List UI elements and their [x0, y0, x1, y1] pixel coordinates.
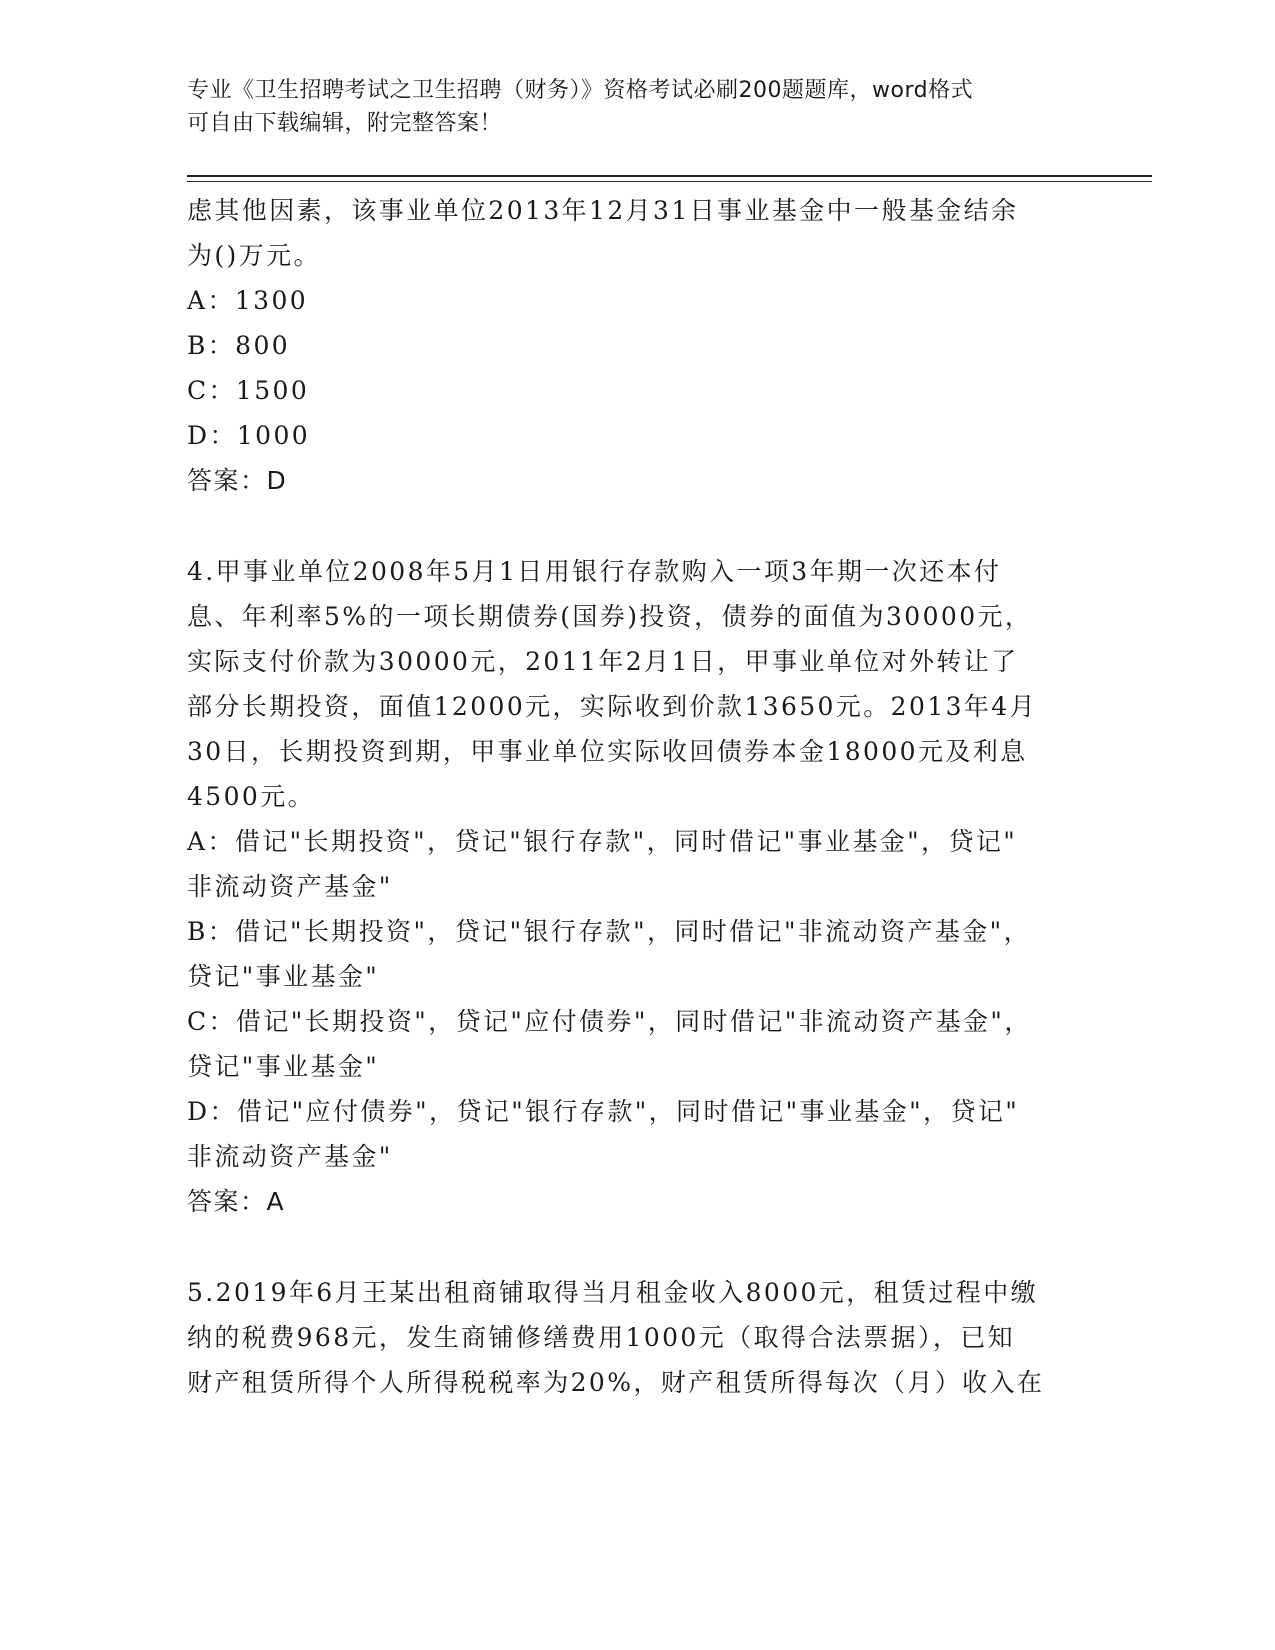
option-d: D：1000: [187, 421, 311, 450]
page-header: [187, 74, 1067, 140]
document-body: [187, 188, 1087, 1405]
option-c: C：1500: [187, 376, 310, 405]
option-a: A：1300: [187, 286, 309, 315]
question-text-line: 实际支付价款为30000元，2011年2月1日，甲事业单位对外转让了: [187, 647, 1019, 676]
header-title-line-1: 专业《卫生招聘考试之卫生招聘（财务）》资格考试必刷200题题库，word格式: [187, 78, 974, 103]
question-4: [187, 549, 1087, 1224]
header-title-line-2: 可自由下载编辑，附完整答案！: [187, 111, 503, 136]
question-3: [187, 188, 1087, 503]
question-text-line: 4500元。: [187, 782, 316, 811]
question-text-line: 部分长期投资，面值12000元，实际收到价款13650元。2013年4月: [187, 692, 1037, 721]
question-text-line: 纳的税费968元，发生商铺修缮费用1000元（取得合法票据），已知: [187, 1323, 1016, 1352]
question-spacer: [187, 1224, 1087, 1270]
question-text-line: 5.2019年6月王某出租商铺取得当月租金收入8000元，租赁过程中缴: [187, 1278, 1039, 1307]
question-text-line: 息、年利率5%的一项长期债券(国券)投资，债券的面值为30000元，: [187, 602, 1033, 631]
question-text-line: 财产租赁所得个人所得税税率为20%，财产租赁所得每次（月）收入在: [187, 1368, 1045, 1397]
question-text-line: 30日，长期投资到期，甲事业单位实际收回债券本金18000元及利息: [187, 737, 1028, 766]
option-b: B：800: [187, 331, 291, 360]
option-d: D：借记"应付债券"，贷记"银行存款"，同时借记"事业基金"，贷记": [187, 1097, 1020, 1126]
answer-line: 答案：A: [187, 1187, 286, 1216]
option-b: B：借记"长期投资"，贷记"银行存款"，同时借记"非流动资产基金"，: [187, 917, 1031, 946]
question-text-line: 为()万元。: [187, 241, 321, 270]
option-d-continued: 非流动资产基金": [187, 1142, 393, 1171]
header-divider-thick: [187, 175, 1152, 177]
question-text-line: 虑其他因素，该事业单位2013年12月31日事业基金中一般基金结余: [187, 196, 1019, 225]
header-divider-thin: [187, 181, 1152, 182]
option-a: A：借记"长期投资"，贷记"银行存款"，同时借记"事业基金"，贷记": [187, 827, 1018, 856]
option-b-continued: 贷记"事业基金": [187, 962, 380, 991]
question-5: [187, 1270, 1087, 1405]
answer-line: 答案：D: [187, 466, 288, 495]
question-spacer: [187, 503, 1087, 549]
option-a-continued: 非流动资产基金": [187, 872, 393, 901]
option-c-continued: 贷记"事业基金": [187, 1052, 380, 1081]
option-c: C：借记"长期投资"，贷记"应付债券"，同时借记"非流动资产基金"，: [187, 1007, 1032, 1036]
question-text-line: 4.甲事业单位2008年5月1日用银行存款购入一项3年期一次还本付: [187, 557, 1002, 586]
